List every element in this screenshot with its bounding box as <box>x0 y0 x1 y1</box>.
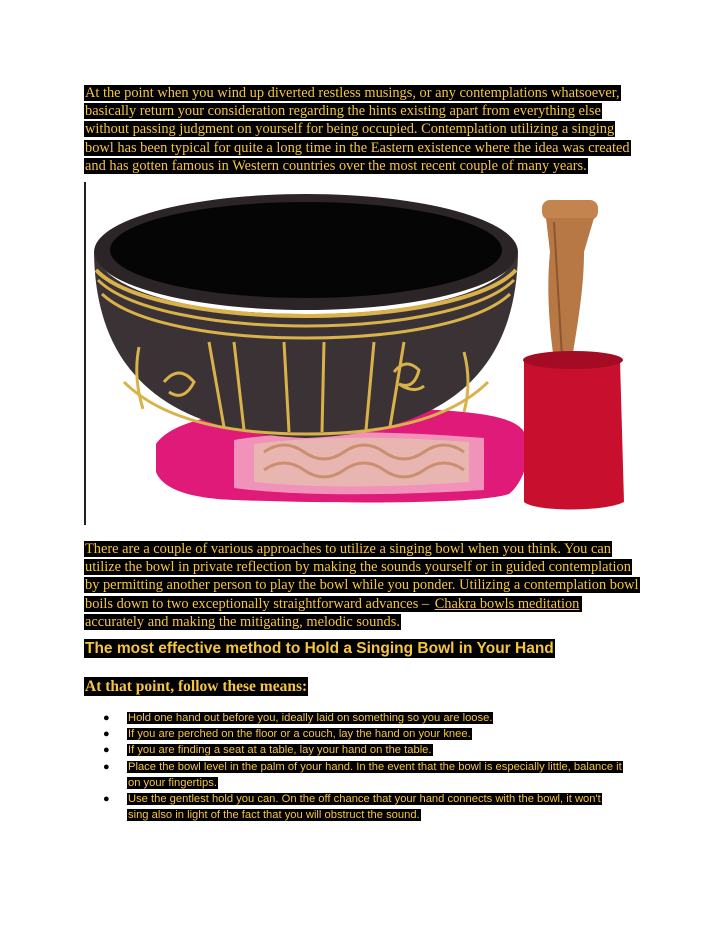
list-item: ● If you are perched on the floor or a couch, lay the hand on your knee. <box>84 726 624 742</box>
steps-list <box>84 710 624 823</box>
second-paragraph <box>84 540 644 631</box>
second-paragraph-text: There are a couple of various approaches to utilize a singing bowl when you think. You can utilize the bowl in private reflection by making the sounds yourself or in guided contemplation by permitting another person to play the bowl while you ponder. Utilizing a contemplation bowl boils down to two exceptionally straightforward advances – <box>85 541 639 612</box>
mallet-image <box>523 200 624 510</box>
list-item: ● Use the gentlest hold you can. On the off chance that your hand connects with the bowl, it won't sing also in light of the fact that you will obstruct the sound. <box>103 793 601 822</box>
list-item: ● Place the bowl level in the palm of your hand. In the event that the bowl is especially little, balance it on your fingertips. <box>103 760 622 789</box>
section-heading <box>84 640 555 658</box>
section-subheading <box>84 678 308 696</box>
bowl-image <box>94 194 518 438</box>
bullet-icon: ● <box>103 728 110 741</box>
chakra-bowls-meditation-link[interactable]: Chakra bowls meditation <box>434 595 580 612</box>
bullet-icon: ● <box>103 744 110 757</box>
intro-paragraph-text: At the point when you wind up diverted restless musings, or any contemplations whatsoever, basically return your consideration regarding the hints existing apart from everything else without passing judgment on yourself for being occupied. Contemplation utilizing a singing bowl has been typical for quite a long time in the Eastern existence where the idea was created and has gotten famous in Western countries over the most recent couple of many years. <box>85 85 630 174</box>
section-subheading-text: At that point, follow these means: <box>85 678 308 695</box>
second-paragraph-tail: accurately and making the mitigating, melodic sounds. <box>84 596 582 630</box>
bullet-icon: ● <box>103 793 110 806</box>
bullet-icon: ● <box>103 760 110 773</box>
intro-paragraph <box>84 84 644 175</box>
list-item: ● Hold one hand out before you, ideally laid on something so you are loose. <box>84 710 624 726</box>
section-heading-text: The most effective method to Hold a Singing Bowl in Your Hand <box>85 640 554 657</box>
bullet-icon: ● <box>103 712 110 724</box>
singing-bowl-image <box>84 182 640 528</box>
list-item: ● If you are finding a seat at a table, lay your hand on the table. <box>84 742 624 758</box>
